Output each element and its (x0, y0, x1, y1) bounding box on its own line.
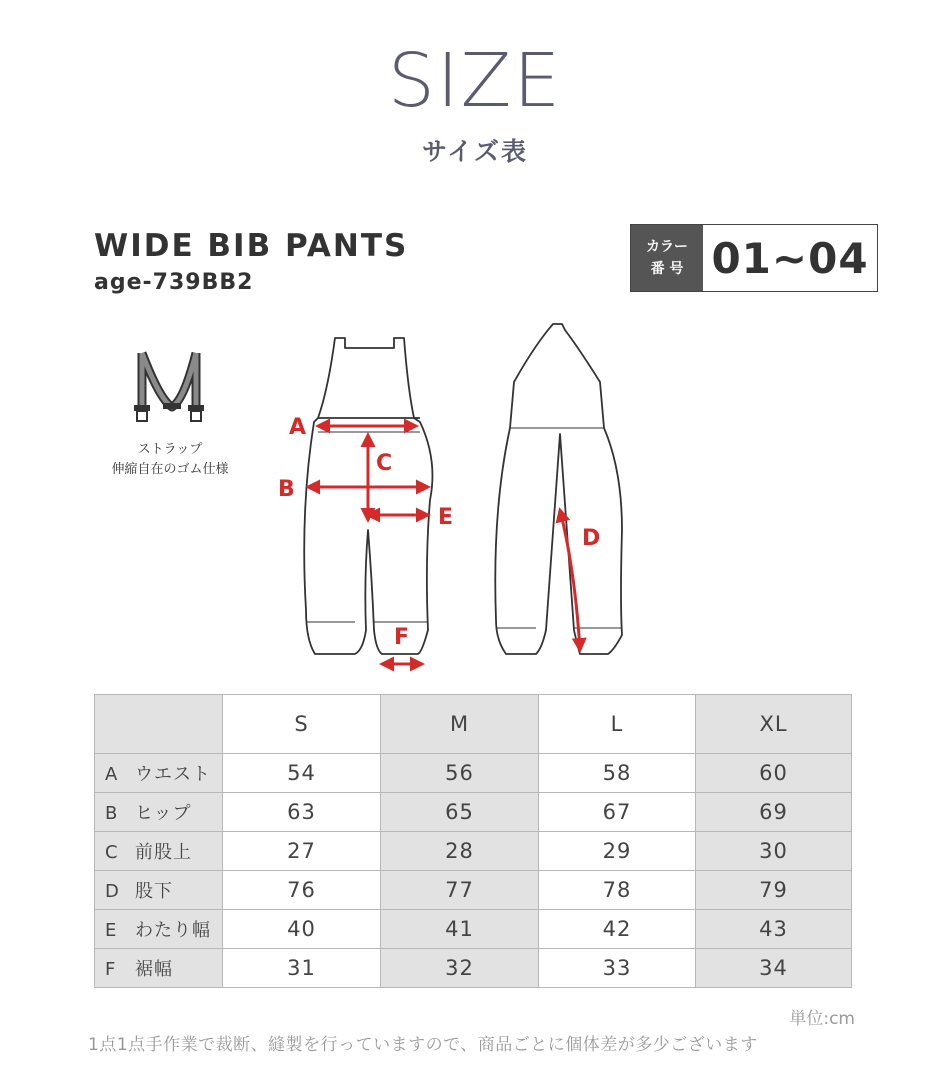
garment-diagram (270, 310, 650, 680)
row-header (95, 949, 223, 988)
table-cell: 79 (696, 871, 852, 910)
table-cell: 56 (381, 754, 539, 793)
row-label: 股下 (135, 881, 173, 902)
table-cell: 67 (539, 793, 696, 832)
table-cell: 69 (696, 793, 852, 832)
table-header-row (95, 695, 852, 754)
marker-E: E (438, 505, 454, 530)
table-cell: 30 (696, 832, 852, 871)
size-table (94, 694, 852, 988)
marker-D: D (582, 526, 601, 551)
row-header (95, 871, 223, 910)
row-key: C (105, 842, 119, 863)
unit-note: 単位:cm (789, 1009, 855, 1029)
strap-caption-line1: ストラップ (137, 442, 203, 457)
table-row (95, 949, 852, 988)
table-cell: 60 (696, 754, 852, 793)
table-cell: 65 (381, 793, 539, 832)
footnote: 1点1点手作業で裁断、縫製を行っていますので、商品ごとに個体差が多少ございます (88, 1035, 758, 1055)
color-number-box (630, 224, 878, 292)
table-cell: 58 (539, 754, 696, 793)
table-row (95, 871, 852, 910)
table-cell: 42 (539, 910, 696, 949)
table-cell: 28 (381, 832, 539, 871)
table-row (95, 793, 852, 832)
col-header-s: S (223, 695, 381, 754)
page-subtitle: サイズ表 (421, 137, 528, 166)
color-label-line2: 番 号 (650, 261, 684, 277)
table-row (95, 754, 852, 793)
row-label: わたり幅 (135, 920, 211, 941)
col-header-l: L (539, 695, 696, 754)
color-label-line1: カラー (646, 239, 688, 255)
marker-A: A (289, 415, 307, 440)
row-key: D (105, 881, 120, 902)
back-view (495, 324, 622, 654)
table-cell: 40 (223, 910, 381, 949)
page-title: SIZE (387, 38, 563, 124)
table-cell: 32 (381, 949, 539, 988)
row-label: 裾幅 (135, 959, 173, 980)
col-header-xl: XL (696, 695, 852, 754)
measurement-markers (278, 415, 600, 650)
table-cell: 29 (539, 832, 696, 871)
color-number-label (631, 225, 703, 291)
measurement-arrows (308, 426, 580, 664)
row-key: B (105, 803, 119, 824)
strap-caption-line2: 伸縮自在のゴム仕様 (111, 462, 229, 477)
table-cell: 78 (539, 871, 696, 910)
table-cell: 43 (696, 910, 852, 949)
row-label: 前股上 (135, 842, 192, 863)
row-label: ヒップ (135, 803, 192, 824)
row-header (95, 793, 223, 832)
product-name: WIDE BIB PANTS (94, 228, 409, 264)
marker-C: C (376, 451, 393, 476)
table-cell: 63 (223, 793, 381, 832)
row-key: E (105, 920, 118, 941)
row-header (95, 832, 223, 871)
row-key: A (105, 764, 119, 785)
color-number-value: 01~04 (711, 233, 869, 283)
row-header (95, 754, 223, 793)
table-corner-cell (95, 695, 223, 754)
row-header (95, 910, 223, 949)
product-code: age-739BB2 (94, 270, 254, 295)
col-header-m: M (381, 695, 539, 754)
row-label: ウエスト (135, 764, 211, 785)
table-row (95, 910, 852, 949)
table-cell: 77 (381, 871, 539, 910)
table-cell: 34 (696, 949, 852, 988)
table-cell: 76 (223, 871, 381, 910)
table-cell: 54 (223, 754, 381, 793)
table-cell: 31 (223, 949, 381, 988)
table-row (95, 832, 852, 871)
table-cell: 33 (539, 949, 696, 988)
strap-illustration (120, 345, 220, 425)
table-cell: 41 (381, 910, 539, 949)
strap-icon (134, 353, 204, 421)
table-cell: 27 (223, 832, 381, 871)
marker-F: F (394, 625, 410, 650)
row-key: F (105, 959, 117, 980)
marker-B: B (278, 477, 295, 502)
strap-caption (92, 440, 248, 480)
